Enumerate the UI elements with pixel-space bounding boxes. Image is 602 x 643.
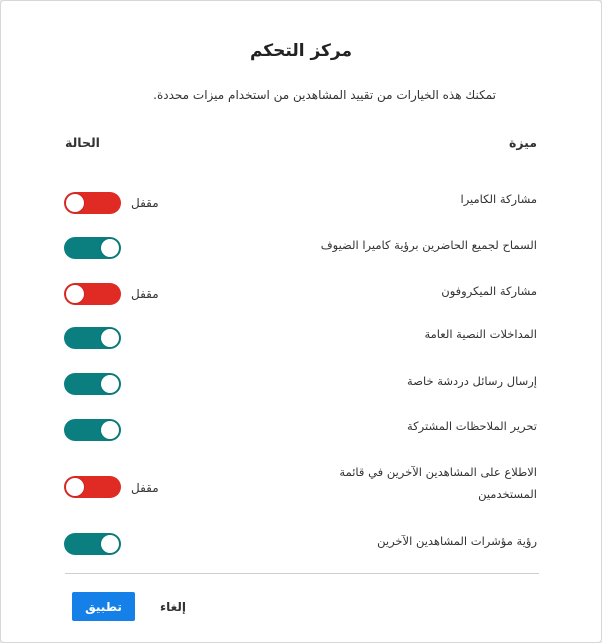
feature-label-camera-sharing: مشاركة الكاميرا [460,192,537,206]
cancel-button[interactable]: إلغاء [151,592,195,621]
toggle-shared-notes[interactable] [64,419,121,441]
toggle-knob [66,478,84,496]
locked-label: مقفل [131,287,159,301]
column-header-feature: ميزة [509,135,537,150]
column-header-status: الحالة [65,135,100,150]
feature-label-shared-notes: تحرير الملاحظات المشتركة [407,419,537,433]
feature-label-guest-camera-view: السماح لجميع الحاضرين برؤية كاميرا الضيوف [320,238,537,252]
apply-button[interactable]: تطبيق [72,592,135,621]
toggle-microphone-sharing[interactable] [64,283,121,305]
feature-label-view-other-viewers: الاطلاع على المشاهدين الآخرين في قائمة المستخدمين [339,465,537,501]
toggle-knob [101,239,119,257]
toggle-knob [101,421,119,439]
dialog-title: مركز التحكم [249,41,353,61]
toggle-camera-sharing[interactable] [64,192,121,214]
feature-label-viewer-cursors: رؤية مؤشرات المشاهدين الآخرين [377,534,537,548]
toggle-knob [66,285,84,303]
toggle-guest-camera-view[interactable] [64,237,121,259]
locked-label: مقفل [131,481,159,495]
toggle-knob [101,535,119,553]
toggle-knob [66,194,84,212]
toggle-viewer-cursors[interactable] [64,533,121,555]
toggle-view-other-viewers[interactable] [64,476,121,498]
footer-divider [65,573,539,574]
toggle-public-text-posts[interactable] [64,327,121,349]
locked-label: مقفل [131,196,159,210]
toggle-private-chat[interactable] [64,373,121,395]
feature-label-private-chat: إرسال رسائل دردشة خاصة [407,374,537,388]
feature-label-public-text-posts: المداخلات النصية العامة [424,327,537,341]
toggle-knob [101,375,119,393]
dialog-description: تمكنك هذه الخيارات من تقييد المشاهدين من استخدام ميزات محددة. [153,88,496,102]
toggle-knob [101,329,119,347]
feature-label-microphone-sharing: مشاركة الميكروفون [441,284,537,298]
